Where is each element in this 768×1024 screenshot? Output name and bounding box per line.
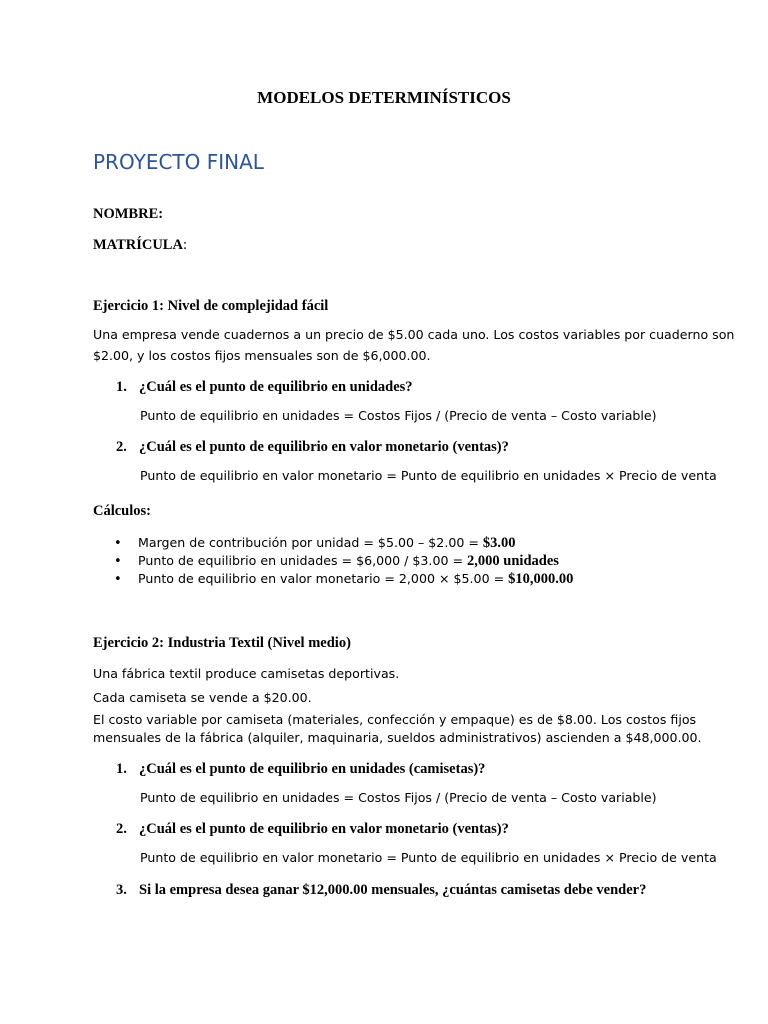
exercise-2-line-1: Una fábrica textil produce camisetas deportivas. xyxy=(93,666,400,681)
exercise-2-question-2: ¿Cuál es el punto de equilibrio en valor monetario (ventas)? xyxy=(139,821,509,837)
exercise-2-line-4: mensuales de la fábrica (alquiler, maquinaria, sueldos administrativos) ascienden a $48,000.00. xyxy=(93,730,702,745)
exercise-2-formula-1: Punto de equilibrio en unidades = Costos Fijos / (Precio de venta – Costo variable) xyxy=(140,790,657,805)
exercise-2-question-2-number: 2. xyxy=(116,821,127,837)
exercise-1-heading: Ejercicio 1: Nivel de complejidad fácil xyxy=(93,298,329,314)
calc-item-3 xyxy=(138,571,573,588)
exercise-1-question-1-number: 1. xyxy=(116,379,127,395)
exercise-1-paragraph-line-2: $2.00, y los costos fijos mensuales son de $6,000.00. xyxy=(93,348,431,363)
calc-item-1 xyxy=(138,535,516,552)
bullet-marker: • xyxy=(114,536,122,551)
exercise-1-question-2-number: 2. xyxy=(116,439,127,455)
exercise-2-question-1: ¿Cuál es el punto de equilibrio en unidades (camisetas)? xyxy=(139,761,486,777)
matricula-label-text: MATRÍCULA xyxy=(93,237,183,253)
calc-item-2-result: 2,000 unidades xyxy=(467,553,559,569)
calc-item-1-result: $3.00 xyxy=(482,535,516,551)
nombre-label: NOMBRE: xyxy=(93,206,164,222)
document-title: MODELOS DETERMINÍSTICOS xyxy=(257,88,511,107)
bullet-marker: • xyxy=(114,554,122,569)
bullet-marker: • xyxy=(114,572,122,587)
exercise-2-line-2: Cada camiseta se vende a $20.00. xyxy=(93,690,312,705)
calc-item-3-result: $10,000.00 xyxy=(508,571,574,587)
exercise-1-paragraph-line-1: Una empresa vende cuadernos a un precio de $5.00 cada uno. Los costos variables por cuaderno son xyxy=(93,327,735,342)
calc-item-2 xyxy=(138,553,559,570)
calc-item-2-text: Punto de equilibrio en unidades = $6,000 / $3.00 = xyxy=(138,553,468,568)
exercise-1-question-2: ¿Cuál es el punto de equilibrio en valor monetario (ventas)? xyxy=(139,439,509,455)
exercise-2-question-3: Si la empresa desea ganar $12,000.00 mensuales, ¿cuántas camisetas debe vender? xyxy=(139,882,647,898)
calc-item-1-text: Margen de contribución por unidad = $5.00 – $2.00 = xyxy=(138,535,483,550)
exercise-2-question-1-number: 1. xyxy=(116,761,127,777)
exercise-2-question-3-number: 3. xyxy=(116,882,127,898)
calculos-label: Cálculos: xyxy=(93,503,151,519)
exercise-2-formula-2: Punto de equilibrio en valor monetario = Punto de equilibrio en unidades × Precio de venta xyxy=(140,850,717,865)
calc-item-3-text: Punto de equilibrio en valor monetario = 2,000 × $5.00 = xyxy=(138,571,509,586)
matricula-colon: : xyxy=(182,237,187,253)
matricula-label xyxy=(93,237,187,254)
section-heading: PROYECTO FINAL xyxy=(93,150,264,174)
exercise-2-line-3: El costo variable por camiseta (materiales, confección y empaque) es de $8.00. Los costos fijos xyxy=(93,712,697,727)
exercise-1-formula-2: Punto de equilibrio en valor monetario = Punto de equilibrio en unidades × Precio de venta xyxy=(140,468,717,483)
exercise-2-heading: Ejercicio 2: Industria Textil (Nivel medio) xyxy=(93,635,351,651)
exercise-1-question-1: ¿Cuál es el punto de equilibrio en unidades? xyxy=(139,379,413,395)
exercise-1-formula-1: Punto de equilibrio en unidades = Costos Fijos / (Precio de venta – Costo variable) xyxy=(140,408,657,423)
